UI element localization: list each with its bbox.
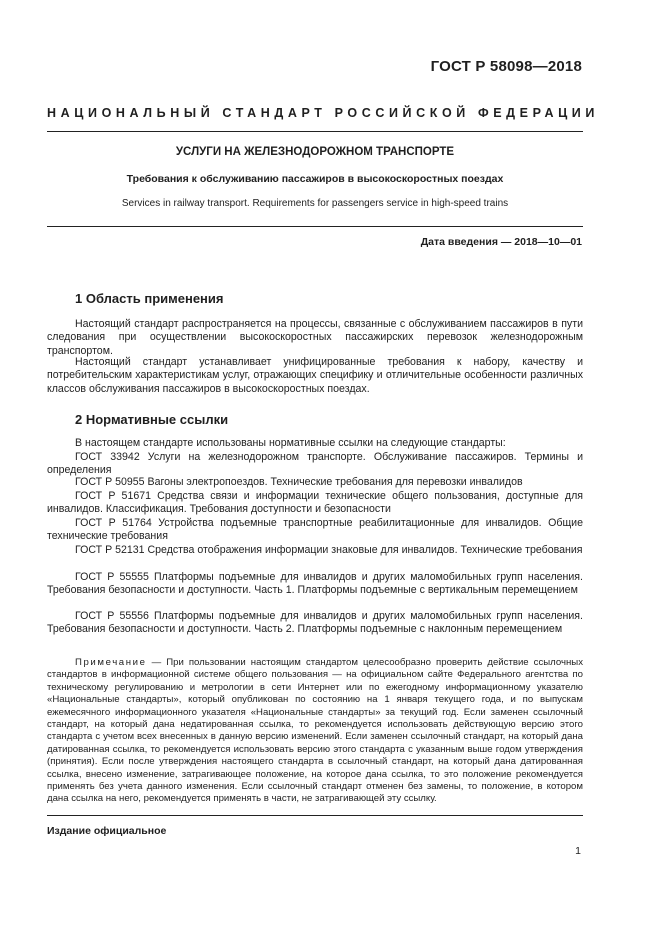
note-label: Примечание bbox=[75, 657, 147, 668]
note-paragraph bbox=[47, 657, 583, 806]
page-number: 1 bbox=[575, 845, 581, 857]
section-2-intro: В настоящем стандарте использованы нормативные ссылки на следующие стандарты: bbox=[75, 437, 506, 449]
section-2-heading: 2 Нормативные ссылки bbox=[75, 412, 229, 427]
reference-item: ГОСТ Р 51764 Устройства подъемные транспортные реабилитационные для инвалидов. Общие технические требования bbox=[47, 517, 583, 543]
section-1-paragraph: Настоящий стандарт распространяется на процессы, связанные с обслуживанием пассажиров в пути следования при осуществлении высокоскоростных пассажирских перевозок железнодорожным транспортом. bbox=[47, 318, 583, 357]
document-subtitle: Требования к обслуживанию пассажиров в высокоскоростных поездах bbox=[126, 173, 504, 185]
section-1-paragraph: Настоящий стандарт устанавливает унифицированные требования к набору, качеству и потребительским характеристикам услуг, отражающих специфику и отличительные особенности различных классов обслуживания пассажиров в высокоскоростных поездах. bbox=[47, 356, 583, 395]
reference-item: ГОСТ Р 51671 Средства связи и информации технические общего пользования, доступные для инвалидов. Классификация. Требования доступности и безопасности bbox=[47, 490, 583, 516]
reference-item: ГОСТ 33942 Услуги на железнодорожном транспорте. Обслуживание пассажиров. Термины и определения bbox=[47, 451, 583, 477]
introduction-date: Дата введения — 2018—10—01 bbox=[420, 236, 582, 248]
note-text: — При пользовании настоящим стандартом целесообразно проверить действие ссылочных стандартов в информационной системе общего пользования — на официальном сайте Федерального агентства по техническому регулированию и метрологии в сети Интернет или по ежегодному информационному указателю «Национальные стандарты», который опубликован по состоянию на 1 января текущего года, и по выпускам ежемесячного информационного указателя «Национальные стандарты» за текущий год. Если заменен ссылочный стандарт, на который дана недатированная ссылка, то рекомендуется использовать действующую версию этого стандарта с учетом всех внесенных в данную версию изменений. Если заменен ссылочный стандарт, на который дана датированная ссылка, то рекомендуется использовать версию этого стандарта с указанным выше годом утверждения (принятия). Если после утверждения настоящего стандарта в ссылочный стандарт, на который дана датированная ссылка, внесено изменение, затрагивающее положение, на которое дана ссылка, то это положение рекомендуется применять без учета данного изменения. Если ссылочный стандарт отменен без замены, то положение, в котором дана ссылка на него, рекомендуется применять в части, не затрагивающей эту ссылку. bbox=[47, 657, 583, 805]
reference-item: ГОСТ Р 55555 Платформы подъемные для инвалидов и других маломобильных групп населения. Требования безопасности и доступности. Часть 1. Платформы подъемные с вертикальным перемещением bbox=[47, 571, 583, 597]
header-divider bbox=[47, 131, 583, 132]
reference-item: ГОСТ Р 50955 Вагоны электропоездов. Технические требования для перевозки инвалидов bbox=[75, 476, 523, 488]
national-standard-heading: НАЦИОНАЛЬНЫЙ СТАНДАРТ РОССИЙСКОЙ ФЕДЕРАЦИИ bbox=[47, 106, 599, 120]
footer-divider bbox=[47, 815, 583, 816]
reference-item: ГОСТ Р 55556 Платформы подъемные для инвалидов и других маломобильных групп населения. Требования безопасности и доступности. Часть 2. Платформы подъемные с наклонным перемещением bbox=[47, 610, 583, 636]
gost-number: ГОСТ Р 58098—2018 bbox=[430, 58, 582, 75]
document-title-english: Services in railway transport. Requirements for passengers service in high-speed trains bbox=[121, 198, 509, 209]
official-edition-label: Издание официальное bbox=[47, 825, 167, 837]
title-divider bbox=[47, 226, 583, 227]
document-title: УСЛУГИ НА ЖЕЛЕЗНОДОРОЖНОМ ТРАНСПОРТЕ bbox=[175, 146, 455, 158]
reference-item: ГОСТ Р 52131 Средства отображения информации знаковые для инвалидов. Технические требования bbox=[75, 544, 583, 556]
section-1-heading: 1 Область применения bbox=[75, 291, 224, 306]
